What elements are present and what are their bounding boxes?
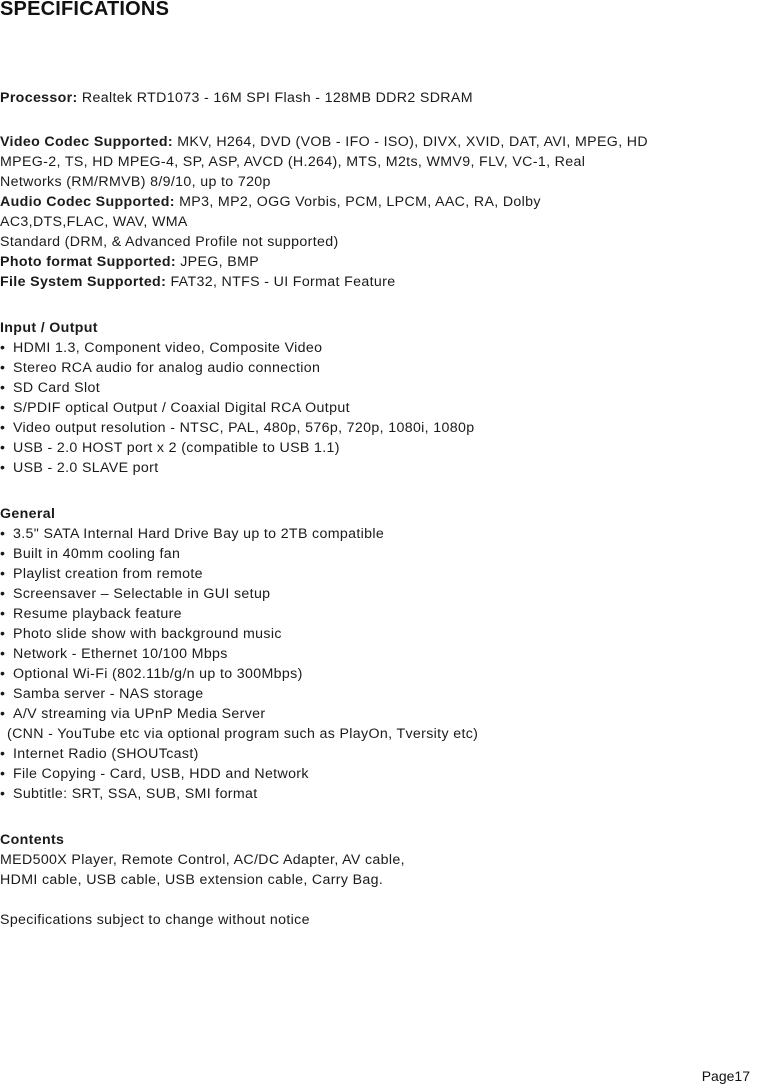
list-item: • A/V streaming via UPnP Media Server: [0, 706, 266, 722]
audio-codec-line-1: MP3, MP2, OGG Vorbis, PCM, LPCM, AAC, RA, Dolby: [179, 194, 541, 210]
bullet-icon: •: [0, 340, 6, 356]
list-item: • Internet Radio (SHOUTcast): [0, 746, 199, 762]
file-system-label: File System Supported:: [0, 274, 167, 290]
input-output-heading: Input / Output: [0, 320, 98, 336]
video-codec-line-3: Networks (RM/RMVB) 8/9/10, up to 720p: [0, 174, 271, 190]
list-item: • Photo slide show with background music: [0, 626, 282, 642]
input-output-list: [0, 338, 760, 478]
bullet-icon: •: [0, 686, 6, 702]
bullet-icon: •: [0, 546, 6, 562]
contents-heading: Contents: [0, 832, 65, 848]
spec-content: [0, 88, 760, 930]
bullet-icon: •: [0, 766, 6, 782]
list-item-continuation: (CNN - YouTube etc via optional program such as PlayOn, Tversity etc): [7, 726, 479, 742]
video-codec-line-2: MPEG-2, TS, HD MPEG-4, SP, ASP, AVCD (H.264), MTS, M2ts, WMV9, FLV, VC-1, Real: [0, 154, 586, 170]
list-item: • S/PDIF optical Output / Coaxial Digital RCA Output: [0, 400, 350, 416]
list-item: • Video output resolution - NTSC, PAL, 480p, 576p, 720p, 1080i, 1080p: [0, 420, 475, 436]
processor-label: Processor:: [0, 90, 78, 106]
contents-line-1: MED500X Player, Remote Control, AC/DC Adapter, AV cable,: [0, 852, 405, 868]
list-item: • Built in 40mm cooling fan: [0, 546, 181, 562]
video-codec-line-1: MKV, H264, DVD (VOB - IFO - ISO), DIVX, XVID, DAT, AVI, MPEG, HD: [177, 134, 648, 150]
page-title: SPECIFICATIONS: [0, 0, 170, 20]
list-item: • HDMI 1.3, Component video, Composite Video: [0, 340, 323, 356]
list-item: • 3.5" SATA Internal Hard Drive Bay up to 2TB compatible: [0, 526, 385, 542]
bullet-icon: •: [0, 706, 6, 722]
disclaimer: Specifications subject to change without notice: [0, 912, 310, 928]
file-system-row: [0, 272, 760, 292]
list-item: • File Copying - Card, USB, HDD and Network: [0, 766, 309, 782]
bullet-icon: •: [0, 586, 6, 602]
bullet-icon: •: [0, 420, 6, 436]
list-item: • Network - Ethernet 10/100 Mbps: [0, 646, 228, 662]
general-list: [0, 524, 760, 804]
file-system-value: FAT32, NTFS - UI Format Feature: [170, 274, 396, 290]
bullet-icon: •: [0, 646, 6, 662]
list-item: • Resume playback feature: [0, 606, 182, 622]
list-item: • Stereo RCA audio for analog audio connection: [0, 360, 321, 376]
general-heading: General: [0, 506, 56, 522]
processor-value: Realtek RTD1073 - 16M SPI Flash - 128MB DDR2 SDRAM: [81, 90, 473, 106]
audio-codec-label: Audio Codec Supported:: [0, 194, 175, 210]
processor-row: [0, 88, 760, 108]
photo-format-label: Photo format Supported:: [0, 254, 176, 270]
page-number: Page17: [701, 1068, 750, 1084]
photo-format-row: [0, 252, 760, 272]
bullet-icon: •: [0, 460, 6, 476]
bullet-icon: •: [0, 400, 6, 416]
bullet-icon: •: [0, 566, 6, 582]
list-item: • Playlist creation from remote: [0, 566, 203, 582]
bullet-icon: •: [0, 380, 6, 396]
audio-codec-line-3: Standard (DRM, & Advanced Profile not supported): [0, 234, 339, 250]
list-item: • USB - 2.0 SLAVE port: [0, 460, 159, 476]
list-item: • Optional Wi-Fi (802.11b/g/n up to 300Mbps): [0, 666, 303, 682]
video-codec-label: Video Codec Supported:: [0, 134, 173, 150]
bullet-icon: •: [0, 440, 6, 456]
contents-line-2: HDMI cable, USB cable, USB extension cable, Carry Bag.: [0, 872, 384, 888]
list-item: • Samba server - NAS storage: [0, 686, 204, 702]
bullet-icon: •: [0, 746, 6, 762]
audio-codec-block: [0, 192, 760, 252]
audio-codec-line-2: AC3,DTS,FLAC, WAV, WMA: [0, 214, 188, 230]
bullet-icon: •: [0, 360, 6, 376]
bullet-icon: •: [0, 786, 6, 802]
list-item: • Screensaver – Selectable in GUI setup: [0, 586, 271, 602]
bullet-icon: •: [0, 526, 6, 542]
video-codec-block: [0, 132, 760, 192]
bullet-icon: •: [0, 606, 6, 622]
bullet-icon: •: [0, 666, 6, 682]
photo-format-value: JPEG, BMP: [180, 254, 260, 270]
list-item: • SD Card Slot: [0, 380, 100, 396]
bullet-icon: •: [0, 626, 6, 642]
list-item: • Subtitle: SRT, SSA, SUB, SMI format: [0, 786, 258, 802]
list-item: • USB - 2.0 HOST port x 2 (compatible to USB 1.1): [0, 440, 340, 456]
